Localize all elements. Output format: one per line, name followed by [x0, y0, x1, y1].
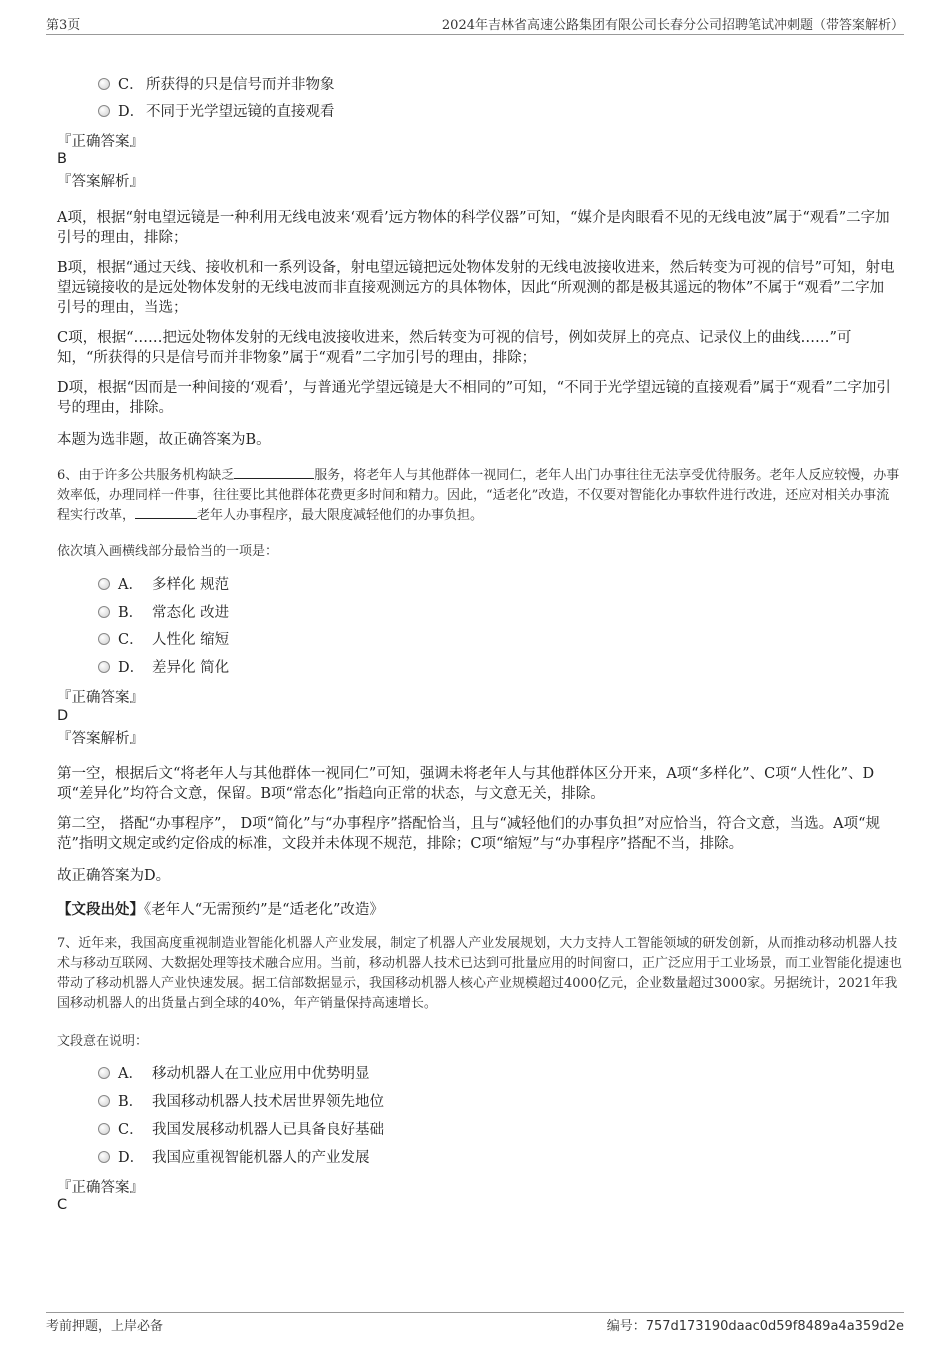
q7-answer-marker: 『正确答案』 [57, 1180, 144, 1196]
q5-analysis-marker: 『答案解析』 [57, 174, 144, 190]
radio-icon[interactable] [98, 578, 110, 590]
q6-option-c[interactable]: C． 人性化 缩短 [98, 629, 229, 651]
q6-source: 【文段出处】《老年人“无需预约”是“适老化”改造》 [57, 901, 384, 918]
q6-option-d[interactable]: D． 差异化 简化 [98, 657, 229, 679]
q7-option-a[interactable]: A． 移动机器人在工业应用中优势明显 [98, 1063, 370, 1085]
document-code: 编号：757d173190daac0d59f8489a4a359d2e [606, 1319, 904, 1334]
q6-analysis-second-blank: 第二空， 搭配“办事程序”， D项“简化”与“办事程序”搭配恰当，且与“减轻他们的办事负担”对应恰当，符合文意，当选。A项“规范”指明文规定或约定俗成的标准，文段并未体现不规范，排除；C项“缩短”与“办事程序”搭配不当，排除。 [57, 816, 881, 852]
q5-analysis-a: A项，根据“射电望远镜是一种利用无线电波来‘观看’远方物体的科学仪器”可知，“媒介是肉眼看不见的无线电波”属于“观看”二字加引号的理由，排除； [57, 210, 890, 246]
radio-icon[interactable] [98, 1067, 110, 1079]
radio-icon[interactable] [98, 1151, 110, 1163]
q5-answer-marker: 『正确答案』 [57, 134, 144, 150]
q6-analysis-marker: 『答案解析』 [57, 731, 144, 747]
fill-blank-2 [135, 506, 197, 519]
radio-icon[interactable] [98, 78, 110, 90]
q5-option-d[interactable]: D． 不同于光学望远镜的直接观看 [98, 101, 335, 123]
radio-icon[interactable] [98, 633, 110, 645]
page-footer [46, 1312, 904, 1337]
q6-analysis-first-blank: 第一空，根据后文“将老年人与其他群体一视同仁”可知，强调未将老年人与其他群体区分开来，A项“多样化”、C项“人性化”、D项“差异化”均符合文意，保留。B项“常态化”指趋向正常的状态，与文意无关，排除。 [57, 766, 875, 802]
q6-prompt: 依次填入画横线部分最恰当的一项是： [57, 544, 279, 559]
q6-option-b[interactable]: B． 常态化 改进 [98, 602, 229, 624]
q5-analysis-b: B项，根据“通过天线、接收机和一系列设备，射电望远镜把远处物体发射的无线电波接收进来，然后转变为可视的信号”可知，射电望远镜接收的是远处物体发射的无线电波而非直接观测远方的具体物体，因此“所观测的都是极其遥远的物体”不属于“观看”二字加引号的理由，当选； [57, 260, 895, 316]
q7-stem: 7、近年来，我国高度重视制造业智能化机器人产业发展，制定了机器人产业发展规划，大力支持人工智能领域的研发创新，从而推动移动机器人技术与移动互联网、大数据处理等技术融合应用。当前，移动机器人技术已达到可批量应用的时间窗口，正广泛应用于工业场景，而工业智能化提速也带动了移动机器人产业快速发展。据工信部数据显示，我国移动机器人核心产业规模超过4000亿元，企业数量超过3000家。另据统计，2021年我国移动机器人的出货量占到全球的40%，年产销量保持高速增长。 [57, 936, 903, 1011]
radio-icon[interactable] [98, 1095, 110, 1107]
q7-answer: C [57, 1197, 68, 1213]
radio-icon[interactable] [98, 606, 110, 618]
q5-option-c[interactable]: C． 所获得的只是信号而并非物象 [98, 74, 335, 96]
fill-blank-1 [234, 466, 314, 479]
q5-answer: B [57, 151, 67, 167]
q5-analysis-d: D项，根据“因而是一种间接的‘观看’，与普通光学望远镜是大不相同的”可知，“不同于光学望远镜的直接观看”属于“观看”二字加引号的理由，排除。 [57, 380, 891, 416]
q6-answer-marker: 『正确答案』 [57, 690, 144, 706]
document-title: 2024年吉林省高速公路集团有限公司长春分公司招聘笔试冲刺题（带答案解析） [441, 18, 904, 33]
footer-slogan: 考前押题，上岸必备 [46, 1319, 164, 1334]
q5-conclusion: 本题为选非题，故正确答案为B。 [57, 432, 271, 448]
q7-option-c[interactable]: C． 我国发展移动机器人已具备良好基础 [98, 1119, 384, 1141]
page-number: 第3页 [46, 18, 81, 33]
q6-option-a[interactable]: A． 多样化 规范 [98, 574, 229, 596]
q6-stem: 6、由于许多公共服务机构缺乏 服务，将老年人与其他群体一视同仁，老年人出门办事往往无法享受优待服务。老年人反应较慢，办事效率低，办理同样一件事，往往要比其他群体花费更多时间和精力。因此，“适老化”改造，不仅要对智能化办事软件进行改进，还应对相关办事流程实行改革， 老年人办事程序，最大限度减轻他们的办事负担。 [57, 468, 900, 523]
q5-analysis-c: C项，根据“……把远处物体发射的无线电波接收进来，然后转变为可视的信号，例如荧屏上的亮点、记录仪上的曲线……”可知，“所获得的只是信号而并非物象”属于“观看”二字加引号的理由，排除； [57, 330, 852, 366]
q7-option-d[interactable]: D． 我国应重视智能机器人的产业发展 [98, 1147, 370, 1169]
radio-icon[interactable] [98, 661, 110, 673]
q7-option-b[interactable]: B． 我国移动机器人技术居世界领先地位 [98, 1091, 384, 1113]
q7-prompt: 文段意在说明： [57, 1034, 149, 1049]
radio-icon[interactable] [98, 105, 110, 117]
q6-answer: D [57, 708, 69, 724]
radio-icon[interactable] [98, 1123, 110, 1135]
q6-conclusion: 故正确答案为D。 [57, 868, 171, 884]
page-header [46, 12, 904, 35]
